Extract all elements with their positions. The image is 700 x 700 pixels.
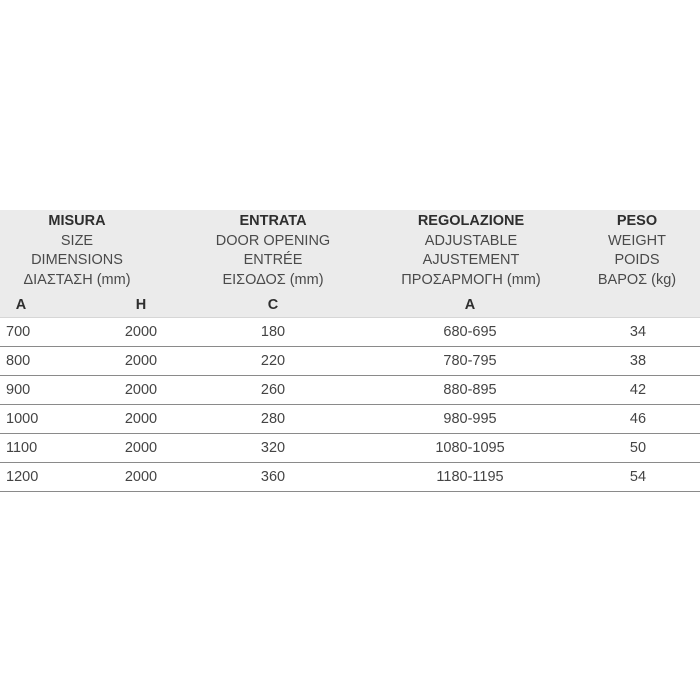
cell-c: 260 [260, 382, 286, 398]
sub-header-c-opening: C [267, 297, 279, 313]
cell-c: 180 [260, 324, 286, 340]
cell-a: 800 [6, 353, 31, 369]
cell-adjust: 780-795 [443, 353, 497, 369]
cell-a: 1100 [6, 440, 38, 456]
header-adj-en: ADJUSTABLE [424, 232, 518, 249]
sub-header-a-adjust: A [464, 297, 476, 313]
sub-header-h-height: H [135, 297, 147, 313]
header-adj-fr: AJUSTEMENT [422, 252, 520, 268]
cell-weight: 50 [629, 440, 647, 456]
header-door-gr: ΕΙΣΟΔΟΣ (mm) [222, 271, 324, 288]
cell-a: 700 [6, 324, 31, 340]
header-weight [586, 212, 688, 290]
cell-adjust: 1080-1095 [435, 440, 505, 456]
cell-weight: 42 [629, 382, 647, 398]
header-size [8, 212, 146, 290]
spec-table [0, 210, 700, 492]
header-door-title: ENTRATA [239, 213, 307, 229]
header-weight-en: WEIGHT [608, 232, 666, 249]
table-row [0, 376, 700, 405]
cell-adjust: 880-895 [443, 382, 497, 398]
cell-h: 2000 [124, 411, 158, 427]
cell-adjust: 1180-1195 [436, 469, 504, 485]
table-row [0, 434, 700, 463]
header-adj-gr: ΠΡΟΣΑΡΜΟΓΗ (mm) [401, 271, 541, 288]
cell-h: 2000 [124, 382, 158, 398]
header-weight-title: PESO [616, 213, 658, 229]
cell-c: 220 [260, 353, 286, 369]
cell-c: 320 [260, 440, 286, 456]
cell-weight: 46 [629, 411, 647, 427]
header-door-en: DOOR OPENING [215, 232, 331, 249]
cell-h: 2000 [124, 353, 158, 369]
cell-a: 1000 [6, 411, 39, 427]
cell-adjust: 680-695 [443, 324, 497, 340]
cell-a: 1200 [6, 469, 39, 485]
cell-h: 2000 [124, 324, 158, 340]
cell-c: 280 [260, 411, 286, 427]
cell-c: 360 [260, 469, 286, 485]
cell-weight: 38 [629, 353, 647, 369]
cell-weight: 34 [629, 324, 647, 340]
cell-adjust: 980-995 [443, 411, 497, 427]
header-weight-fr: POIDS [614, 252, 660, 268]
header-size-title: MISURA [48, 213, 106, 229]
sub-header-a-width: A [15, 297, 27, 313]
table-row [0, 463, 700, 492]
cell-weight: 54 [629, 469, 647, 485]
header-door-opening [200, 212, 346, 290]
table-header [0, 210, 700, 318]
header-size-gr: ΔΙΑΣΤΑΣΗ (mm) [23, 271, 131, 288]
header-door-fr: ENTRÉE [243, 252, 303, 268]
header-adj-title: REGOLAZIONE [417, 213, 525, 229]
cell-h: 2000 [124, 440, 158, 456]
header-weight-gr: ΒΑΡΟΣ (kg) [597, 271, 677, 288]
header-size-en: SIZE [60, 232, 94, 249]
header-adjustable [382, 212, 560, 290]
table-row [0, 347, 700, 376]
header-size-fr: DIMENSIONS [31, 252, 123, 268]
cell-h: 2000 [124, 469, 158, 485]
table-row [0, 318, 700, 347]
cell-a: 900 [6, 382, 31, 398]
table-row [0, 405, 700, 434]
